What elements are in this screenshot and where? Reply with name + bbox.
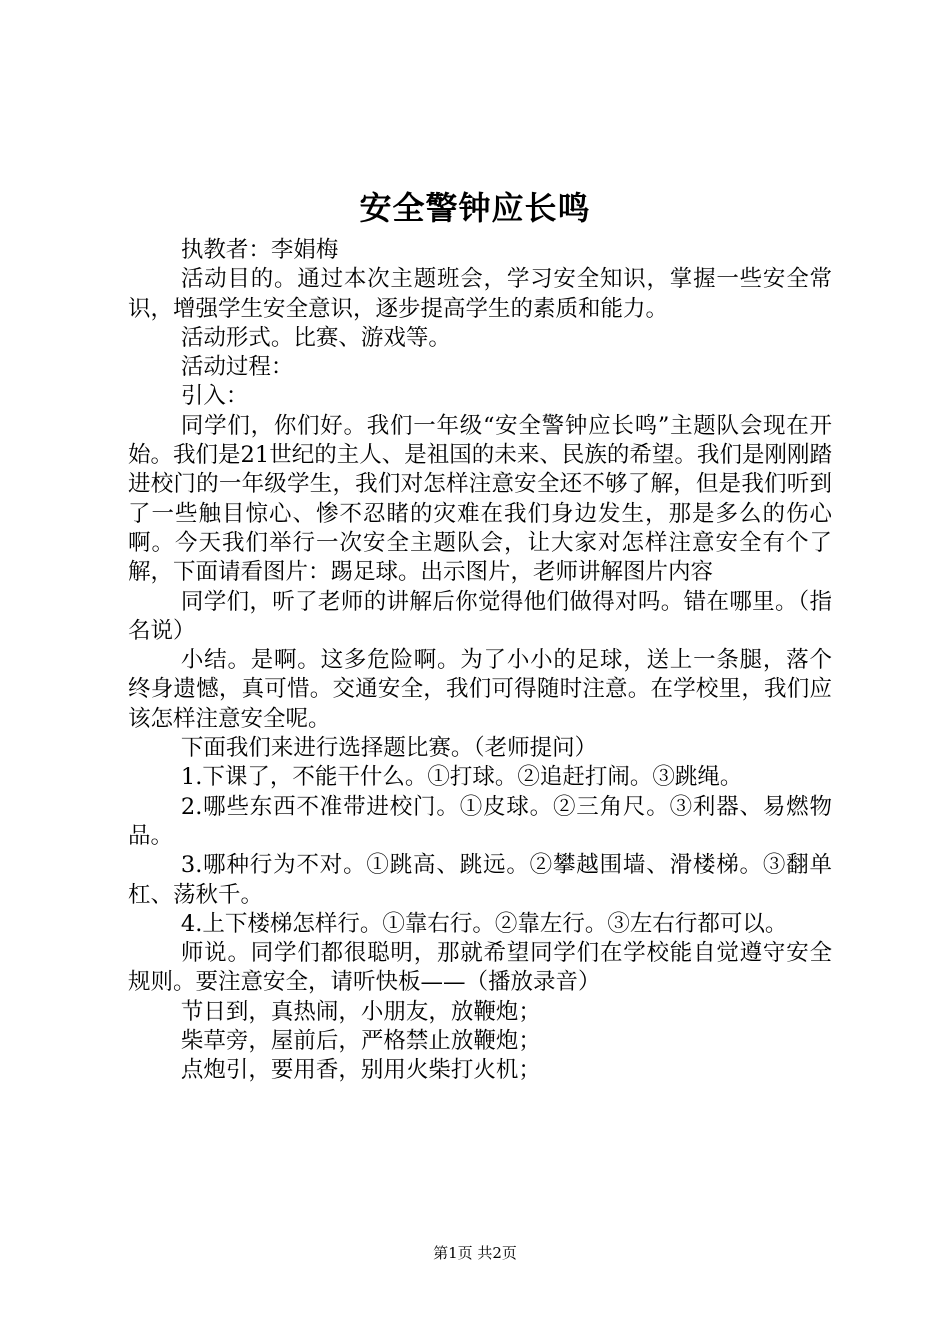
paragraph: 师说。同学们都很聪明，那就希望同学们在学校能自觉遵守安全规则。要注意安全，请听快板——（播放录音） [128,940,832,996]
paragraph: 同学们，你们好。我们一年级“安全警钟应长鸣”主题队会现在开始。我们是21世纪的主人、是祖国的未来、民族的希望。我们是刚刚踏进校门的一年级学生，我们对怎样注意安全还不够了解，但是我们听到了一些触目惊心、惨不忍睹的灾难在我们身边发生，那是多么的伤心啊。今天我们举行一次安全主题队会，让大家对怎样注意安全有个了解，下面请看图片：踢足球。出示图片，老师讲解图片内容 [128,412,832,586]
paragraph: 1.下课了，不能干什么。①打球。②追赶打闹。③跳绳。 [180,764,743,791]
paragraph: 4.上下楼梯怎样行。①靠右行。②靠左行。③左右行都可以。 [180,910,788,937]
document-title: 安全警钟应长鸣 [359,189,591,227]
paragraph: 引入： [180,383,249,410]
paragraph: 执教者：李娟梅 [180,237,339,263]
document-body [128,236,832,1086]
paragraph: 节日到，真热闹，小朋友，放鞭炮； [180,998,541,1025]
paragraph: 下面我们来进行选择题比赛。（老师提问） [180,735,598,762]
paragraph: 点炮引，要用香，别用火柴打火机； [180,1057,541,1084]
paragraph: 活动目的。通过本次主题班会，学习安全知识，掌握一些安全常识，增强学生安全意识，逐步提高学生的素质和能力。 [128,266,832,322]
paragraph: 活动形式。比赛、游戏等。 [180,324,451,351]
paragraph: 活动过程： [180,354,294,381]
paragraph: 3.哪种行为不对。①跳高、跳远。②攀越围墙、滑楼梯。③翻单杠、荡秋千。 [128,852,832,908]
paragraph: 小结。是啊。这多危险啊。为了小小的足球，送上一条腿，落个终身遗憾，真可惜。交通安全，我们可得随时注意。在学校里，我们应该怎样注意安全呢。 [128,647,832,732]
paragraph: 柴草旁，屋前后，严格禁止放鞭炮； [180,1028,541,1055]
page-footer: 第1页 共2页 [433,1244,517,1262]
paragraph: 2.哪些东西不准带进校门。①皮球。②三角尺。③利器、易燃物品。 [128,793,832,849]
paragraph: 同学们，听了老师的讲解后你觉得他们做得对吗。错在哪里。（指名说） [128,588,832,644]
